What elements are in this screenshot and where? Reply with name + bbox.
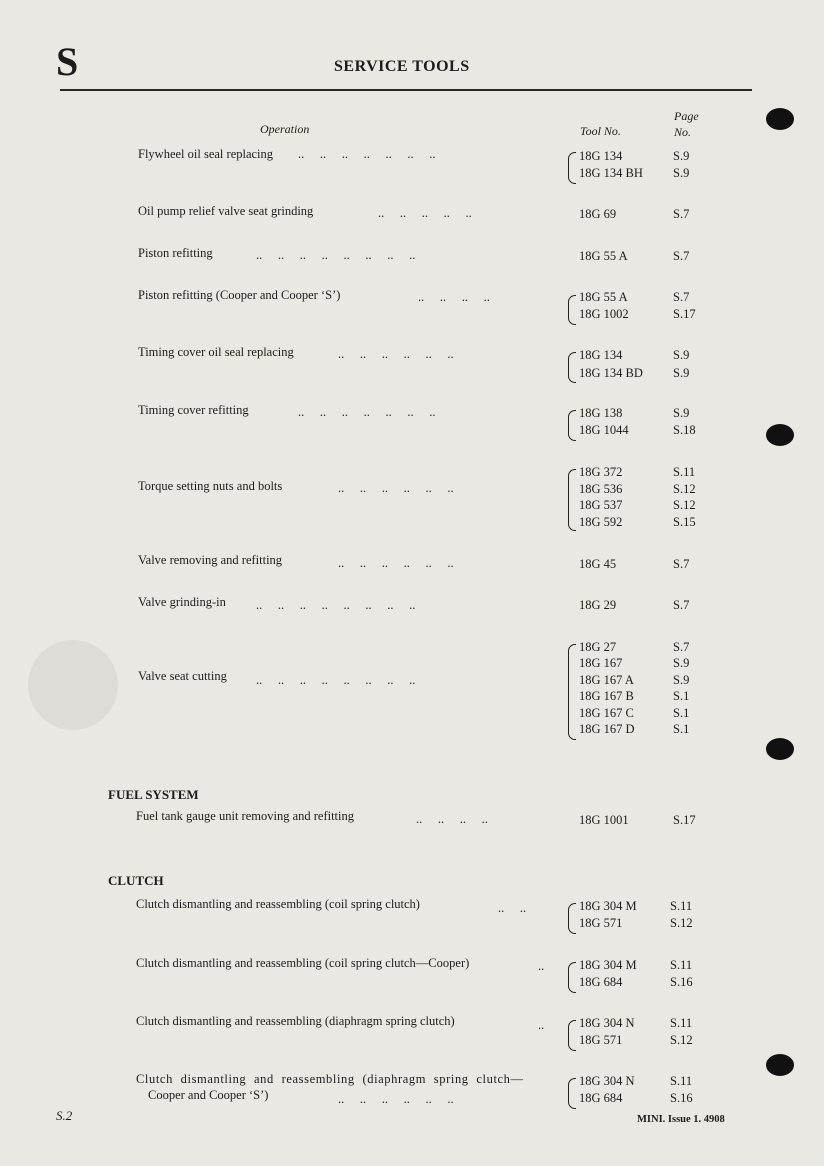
operation-label: Timing cover refitting xyxy=(138,403,249,417)
column-header-tool-no: Tool No. xyxy=(580,124,621,138)
page-ref: S.9 xyxy=(673,673,690,687)
page-ref: S.15 xyxy=(673,515,696,529)
page-title: SERVICE TOOLS xyxy=(334,58,470,75)
page-ref: S.16 xyxy=(670,1091,693,1105)
operation-label: Piston refitting xyxy=(138,246,213,260)
leader-dots: .. .. .. .. .. .. xyxy=(338,556,454,570)
page-ref: S.12 xyxy=(670,1033,693,1047)
tool-number: 18G 592 xyxy=(579,515,623,529)
operation-label: Valve grinding-in xyxy=(138,595,226,609)
operation-label: Timing cover oil seal replacing xyxy=(138,345,294,359)
bracket xyxy=(568,1020,576,1051)
page-ref: S.17 xyxy=(673,813,696,827)
tool-number: 18G 167 B xyxy=(579,689,634,703)
tool-number: 18G 304 N xyxy=(579,1074,635,1088)
bracket xyxy=(568,352,576,383)
tool-number: 18G 134 xyxy=(579,149,623,163)
bracket xyxy=(568,962,576,993)
tool-number: 18G 29 xyxy=(579,598,617,612)
bracket xyxy=(568,152,576,184)
section-heading-fuel: FUEL SYSTEM xyxy=(108,787,199,802)
operation-label: Torque setting nuts and bolts xyxy=(138,479,283,493)
column-header-operation: Operation xyxy=(260,122,310,136)
operation-label-continued: Cooper and Cooper ‘S’) xyxy=(148,1088,269,1102)
tool-number: 18G 138 xyxy=(579,406,623,420)
tool-number: 18G 55 A xyxy=(579,290,628,304)
leader-dots: .. .. .. .. xyxy=(416,812,488,826)
column-header-page: Page xyxy=(674,109,699,123)
page-ref: S.9 xyxy=(673,656,690,670)
leader-dots: .. .. .. .. .. .. .. .. xyxy=(256,673,416,687)
header-divider xyxy=(60,89,752,91)
bracket xyxy=(568,469,576,531)
paper-stain xyxy=(28,640,118,730)
page-ref: S.17 xyxy=(673,307,696,321)
tool-number: 18G 69 xyxy=(579,207,617,221)
leader-dots: .. .. .. .. .. .. xyxy=(338,1092,454,1106)
page-ref: S.1 xyxy=(673,706,690,720)
page-ref: S.12 xyxy=(670,916,693,930)
tool-number: 18G 304 M xyxy=(579,958,637,972)
operation-label: Valve seat cutting xyxy=(138,669,227,683)
column-header-page-no: No. xyxy=(674,125,692,139)
tool-number: 18G 684 xyxy=(579,975,623,989)
leader-dots: .. .. .. .. .. .. .. xyxy=(298,147,436,161)
tool-number: 18G 571 xyxy=(579,1033,623,1047)
operation-label: Clutch dismantling and reassembling (coil spring clutch—Cooper) xyxy=(136,956,470,970)
tool-number: 18G 304 M xyxy=(579,899,637,913)
tool-number: 18G 536 xyxy=(579,482,623,496)
leader-dots: .. .. .. .. xyxy=(418,290,490,304)
leader-dots: .. .. .. .. .. .. .. .. xyxy=(256,598,416,612)
leader-dots: .. .. .. .. .. .. xyxy=(338,481,454,495)
tool-number: 18G 372 xyxy=(579,465,623,479)
tool-number: 18G 27 xyxy=(579,640,617,654)
tool-number: 18G 1001 xyxy=(579,813,629,827)
tool-number: 18G 1002 xyxy=(579,307,629,321)
leader-dots: .. .. xyxy=(498,901,527,915)
page-ref: S.9 xyxy=(673,366,690,380)
page-ref: S.9 xyxy=(673,166,690,180)
bracket xyxy=(568,644,576,740)
tool-number: 18G 167 C xyxy=(579,706,634,720)
operation-label: Piston refitting (Cooper and Cooper ‘S’) xyxy=(138,288,341,302)
punch-hole xyxy=(766,738,794,760)
tool-number: 18G 55 A xyxy=(579,249,628,263)
tool-number: 18G 571 xyxy=(579,916,623,930)
tool-number: 18G 134 BH xyxy=(579,166,643,180)
page-ref: S.1 xyxy=(673,689,690,703)
page-ref: S.12 xyxy=(673,482,696,496)
page-ref: S.11 xyxy=(670,1016,693,1030)
leader-dots: .. .. .. .. .. xyxy=(378,206,472,220)
tool-number: 18G 167 D xyxy=(579,722,635,736)
page-ref: S.7 xyxy=(673,640,690,654)
page-ref: S.12 xyxy=(673,498,696,512)
page-ref: S.18 xyxy=(673,423,696,437)
section-heading-clutch: CLUTCH xyxy=(108,873,164,888)
tool-number: 18G 1044 xyxy=(579,423,629,437)
tool-number: 18G 134 BD xyxy=(579,366,643,380)
page-number: S.2 xyxy=(56,1108,73,1123)
leader-dots: .. xyxy=(538,959,545,973)
operation-label: Clutch dismantling and reassembling (diaphragm spring clutch) xyxy=(136,1014,455,1028)
page-ref: S.7 xyxy=(673,557,690,571)
bracket xyxy=(568,903,576,934)
bracket xyxy=(568,295,576,325)
operation-label: Flywheel oil seal replacing xyxy=(138,147,274,161)
leader-dots: .. xyxy=(538,1018,545,1032)
operation-label: Clutch dismantling and reassembling (coil spring clutch) xyxy=(136,897,420,911)
tool-number: 18G 134 xyxy=(579,348,623,362)
operation-label: Clutch dismantling and reassembling (diaphragm spring clutch— xyxy=(136,1072,524,1086)
bracket xyxy=(568,1078,576,1109)
leader-dots: .. .. .. .. .. .. xyxy=(338,347,454,361)
page-ref: S.11 xyxy=(670,1074,693,1088)
page-ref: S.11 xyxy=(670,899,693,913)
tool-number: 18G 304 N xyxy=(579,1016,635,1030)
page-ref: S.7 xyxy=(673,249,690,263)
tool-number: 18G 684 xyxy=(579,1091,623,1105)
page-ref: S.9 xyxy=(673,149,690,163)
leader-dots: .. .. .. .. .. .. .. xyxy=(298,405,436,419)
page-ref: S.9 xyxy=(673,348,690,362)
page-ref: S.1 xyxy=(673,722,690,736)
page-ref: S.7 xyxy=(673,598,690,612)
operation-label: Valve removing and refitting xyxy=(138,553,283,567)
operation-label: Oil pump relief valve seat grinding xyxy=(138,204,314,218)
tool-number: 18G 45 xyxy=(579,557,617,571)
page-ref: S.11 xyxy=(673,465,696,479)
tool-number: 18G 167 xyxy=(579,656,623,670)
bracket xyxy=(568,410,576,441)
punch-hole xyxy=(766,108,794,130)
tool-number: 18G 167 A xyxy=(579,673,634,687)
page-ref: S.11 xyxy=(670,958,693,972)
page-ref: S.16 xyxy=(670,975,693,989)
leader-dots: .. .. .. .. .. .. .. .. xyxy=(256,248,416,262)
tool-number: 18G 537 xyxy=(579,498,623,512)
punch-hole xyxy=(766,424,794,446)
page-ref: S.9 xyxy=(673,406,690,420)
punch-hole xyxy=(766,1054,794,1076)
operation-label: Fuel tank gauge unit removing and refitting xyxy=(136,809,355,823)
page-ref: S.7 xyxy=(673,290,690,304)
page-ref: S.7 xyxy=(673,207,690,221)
issue-line: MINI. Issue 1. 4908 xyxy=(637,1114,725,1125)
section-letter: S xyxy=(56,39,79,84)
